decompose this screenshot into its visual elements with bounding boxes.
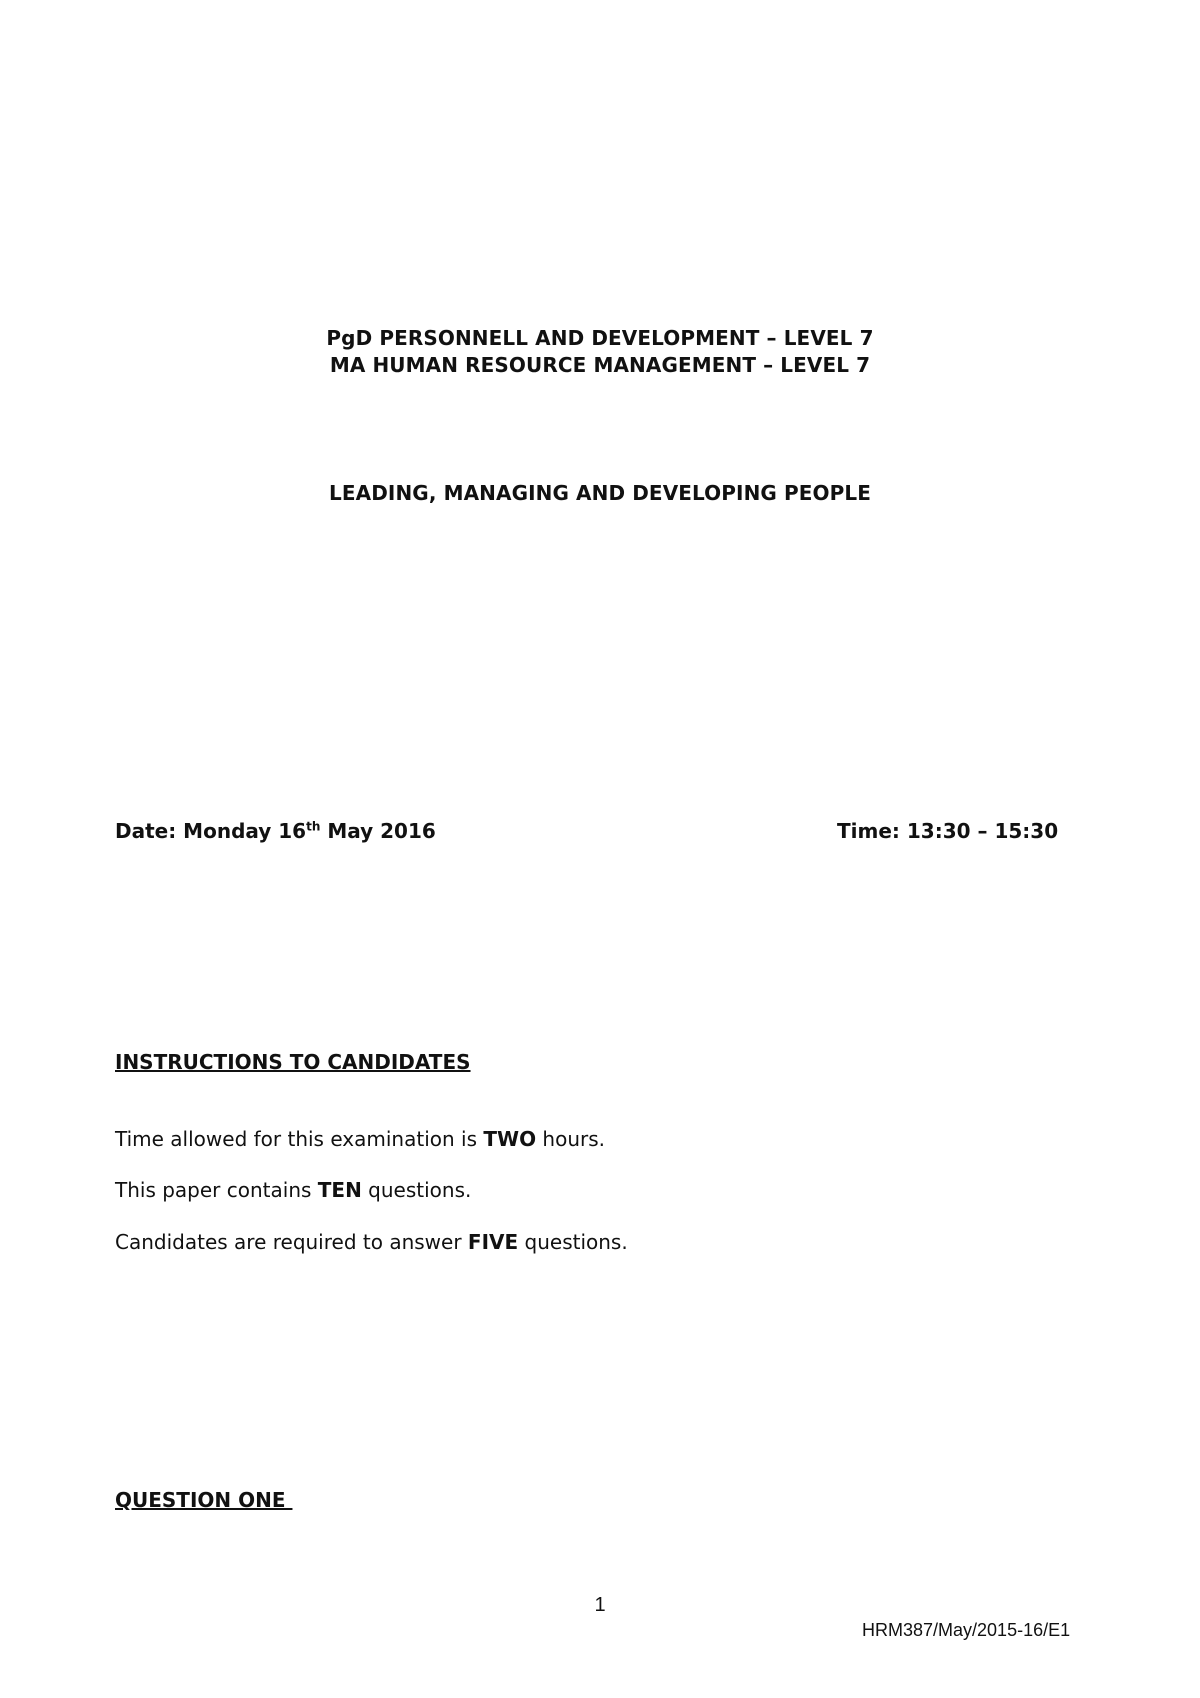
instruction-emphasis: FIVE (467, 1230, 519, 1254)
instruction-text: hours. (536, 1127, 606, 1151)
page-number: 1 (594, 1594, 606, 1616)
instruction-text: Candidates are required to answer (115, 1230, 468, 1254)
question-heading: QUESTION ONE (115, 1488, 293, 1512)
instruction-text: This paper contains (115, 1178, 318, 1202)
programme-title-line-2: MA HUMAN RESOURCE MANAGEMENT – LEVEL 7 (329, 353, 871, 377)
instruction-line (115, 1230, 628, 1254)
exam-time: Time: 13:30 – 15:30 (837, 819, 1059, 843)
instruction-text: Time allowed for this examination is (115, 1127, 484, 1151)
instruction-emphasis: TWO (483, 1127, 537, 1151)
exam-date-prefix: Date: Monday 16 (115, 819, 307, 843)
module-title: LEADING, MANAGING AND DEVELOPING PEOPLE (329, 481, 871, 505)
instructions-heading: INSTRUCTIONS TO CANDIDATES (115, 1050, 471, 1074)
exam-date-suffix: May 2016 (320, 819, 436, 843)
exam-date (115, 819, 436, 843)
programme-title-line-1: PgD PERSONNELL AND DEVELOPMENT – LEVEL 7 (326, 326, 874, 350)
instruction-line (115, 1127, 605, 1151)
instruction-text: questions. (361, 1178, 472, 1202)
instruction-line (115, 1178, 471, 1202)
instruction-emphasis: TEN (317, 1178, 362, 1202)
document-code: HRM387/May/2015-16/E1 (862, 1620, 1071, 1640)
instruction-text: questions. (518, 1230, 628, 1254)
exam-date-ordinal: th (306, 819, 321, 834)
